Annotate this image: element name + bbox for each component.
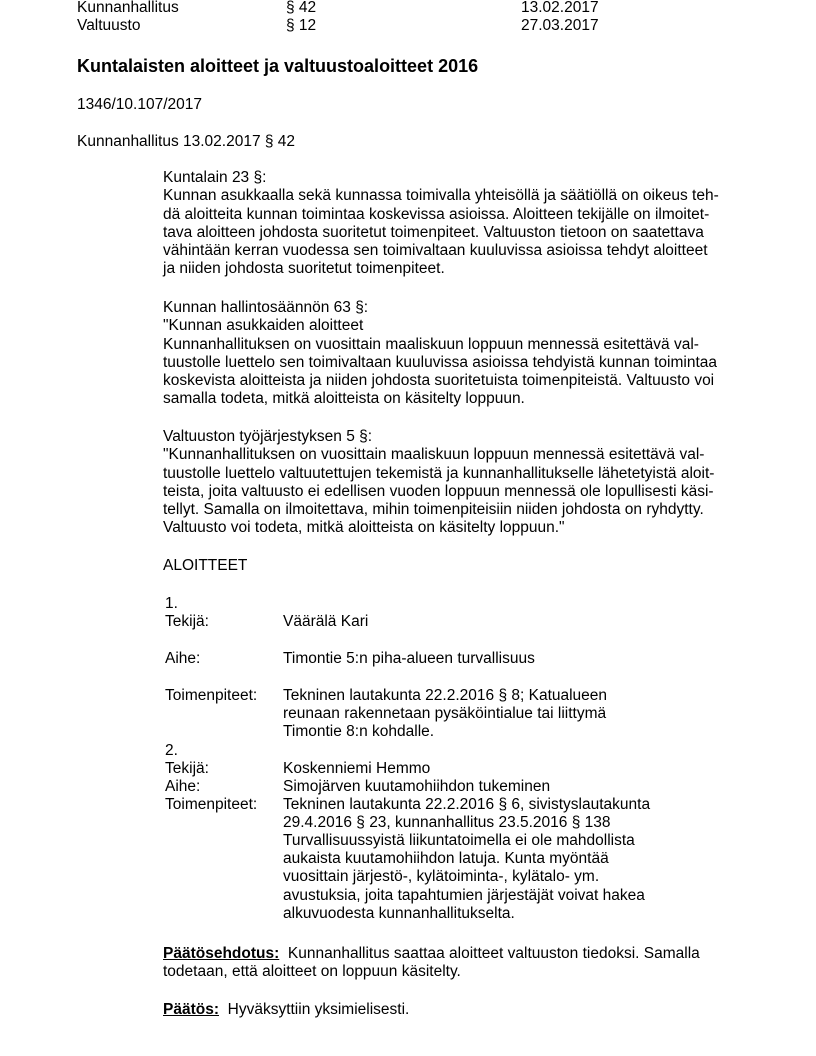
subject-text: Timontie 5:n piha-alueen turvallisuus: [283, 650, 535, 667]
bylaw-line: Kunnanhallituksen on vuosittain maaliskuun loppuun mennessä esitettävä val-: [163, 335, 699, 353]
header-body-2: Valtuusto: [77, 17, 141, 34]
rules-line: tuustolle luettelo valtuutettujen tekemistä ja kunnanhallitukselle lähetetyistä aloit-: [163, 464, 715, 482]
actions-line: vuosittain järjestö-, kylätoiminta-, kylätalo- ym.: [283, 868, 600, 885]
law-heading: Kuntalain 23 §:: [163, 169, 267, 186]
meeting-line: Kunnanhallitus 13.02.2017 § 42: [77, 133, 296, 150]
bylaw-heading: Kunnan hallintosäännön 63 §:: [163, 299, 369, 316]
rules-line: tellyt. Samalla on ilmoitettava, mihin toimenpiteisiin niiden johdosta on ryhdytty.: [163, 501, 704, 519]
header-body-1: Kunnanhallitus: [77, 0, 179, 16]
author-name: Väärälä Kari: [283, 613, 369, 630]
author-label: Tekijä:: [165, 613, 209, 630]
proposal-line-1: [163, 945, 700, 963]
reference-number: 1346/10.107/2017: [77, 96, 202, 113]
subject-label: Aihe:: [165, 650, 201, 667]
rules-line: "Kunnanhallituksen on vuosittain maaliskuun loppuun mennessä esitettävä val-: [163, 446, 705, 464]
actions-line: Turvallisuussyistä liikuntatoimella ei ole mahdollista: [283, 832, 635, 849]
subject-label: Aihe:: [165, 778, 201, 795]
bylaw-block: [163, 299, 753, 409]
document-title: Kuntalaisten aloitteet ja valtuustoaloitteet 2016: [77, 56, 479, 76]
actions-line: Timontie 8:n kohdalle.: [283, 723, 435, 740]
actions-line: alkuvuodesta kunnanhallitukselta.: [283, 905, 515, 922]
actions-line: aukaista kuutamohiihdon latuja. Kunta myöntää: [283, 850, 609, 867]
rules-line: teista, joita valtuusto ei edellisen vuoden loppuun mennessä ole lopullisesti käsi-: [163, 482, 714, 500]
bylaw-line: "Kunnan asukkaiden aloitteet: [163, 317, 364, 335]
proposal-label: Päätösehdotus:: [163, 945, 280, 962]
header-date-1: 13.02.2017: [521, 0, 599, 16]
subject-text: Simojärven kuutamohiihdon tukeminen: [283, 778, 551, 795]
actions-line: 29.4.2016 § 23, kunnanhallitus 23.5.2016 § 138: [283, 814, 611, 831]
proposal-text: Kunnanhallitus saattaa aloitteet valtuuston tiedoksi. Samalla: [287, 945, 700, 962]
law-line: Kunnan asukkaalla sekä kunnassa toimivalla yhteisöllä ja säätiöllä on oikeus teh-: [163, 187, 719, 205]
law-line: dä aloitteita kunnan toimintaa koskevissa asioissa. Aloitteen tekijälle on ilmoitet-: [163, 205, 710, 223]
law-line: vähintään kerran vuodessa sen toimivaltaan kuuluvissa asioissa tehdyt aloitteet: [163, 242, 708, 260]
rules-line: Valtuusto voi todeta, mitkä aloitteista on käsitelty loppuun.": [163, 519, 565, 537]
initiative-number: 1.: [165, 595, 178, 612]
actions-line: avustuksia, joita tapahtumien järjestäjät voivat hakea: [283, 887, 645, 904]
bylaw-line: tuustolle luettelo sen toimivaltaan kuuluvissa asioissa tehdyistä kunnan toimintaa: [163, 353, 718, 371]
actions-line: reunaan rakennetaan pysäköintialue tai liittymä: [283, 705, 607, 722]
bylaw-line: samalla todeta, mitkä aloitteista on käsitelty loppuun.: [163, 390, 525, 408]
rules-block: [163, 428, 753, 538]
initiatives-heading: ALOITTEET: [163, 557, 248, 574]
header-date-2: 27.03.2017: [521, 17, 599, 34]
header-section-1: § 42: [286, 0, 317, 16]
law-line: ja niiden johdosta suoritetut toimenpiteet.: [163, 260, 445, 278]
decision-text: Hyväksyttiin yksimielisesti.: [227, 1001, 410, 1018]
author-label: Tekijä:: [165, 760, 209, 777]
law-line: tava aloitteen johdosta suoritetut toimenpiteet. Valtuuston tietoon on saatettava: [163, 223, 704, 241]
actions-line: Tekninen lautakunta 22.2.2016 § 6, sivistyslautakunta: [283, 796, 651, 813]
law-block: [163, 169, 753, 279]
proposal-line-2: todetaan, että aloitteet on loppuun käsitelty.: [163, 963, 461, 980]
author-name: Koskenniemi Hemmo: [283, 760, 431, 777]
decision-line: [163, 1001, 409, 1019]
bylaw-line: koskevista aloitteista ja niiden johdosta suoritetuista toimenpiteistä. Valtuusto voi: [163, 372, 715, 390]
actions-label: Toimenpiteet:: [165, 687, 258, 704]
actions-line: Tekninen lautakunta 22.2.2016 § 8; Katualueen: [283, 687, 608, 704]
actions-label: Toimenpiteet:: [165, 796, 258, 813]
header-section-2: § 12: [286, 17, 317, 34]
decision-label: Päätös:: [163, 1001, 219, 1018]
initiative-number: 2.: [165, 742, 178, 759]
rules-heading: Valtuuston työjärjestyksen 5 §:: [163, 428, 373, 445]
